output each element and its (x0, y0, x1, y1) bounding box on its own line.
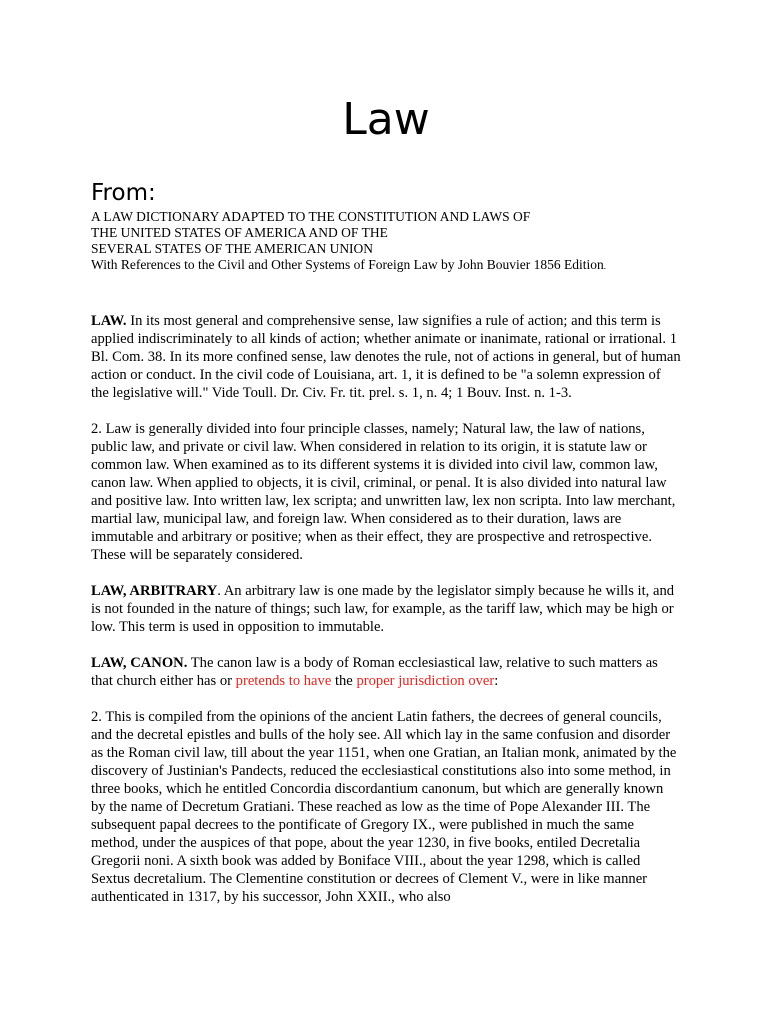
source-line-1: A LAW DICTIONARY ADAPTED TO THE CONSTITUTION AND LAWS OF (91, 209, 531, 224)
entry-term: LAW. (91, 313, 127, 329)
entry-text: : (494, 673, 499, 689)
from-heading: From: (91, 180, 156, 206)
entry-text: In its most general and comprehensive sense, law signifies a rule of action; and this term is applied indiscriminately to all kinds of action; whether animate or inanimate, rational or irrational. 1 Bl. Com. 38. In its more confined sense, law denotes the rule, not of actions in general, but of human action or conduct. In the civil code of Louisiana, art. 1, it is defined to be "a solemn expression of the legislative will." Vide Toull. Dr. Civ. Fr. tit. prel. s. 1, n. 4; 1 Bouv. Inst. n. 1-3. (91, 313, 681, 401)
entry-law (91, 312, 681, 402)
dictionary-entries (91, 312, 681, 924)
source-line-2: THE UNITED STATES OF AMERICA AND OF THE (91, 225, 388, 240)
highlighted-link[interactable]: proper jurisdiction over (356, 673, 495, 689)
entry-law-classes (91, 420, 681, 564)
entry-law-canon (91, 654, 681, 690)
source-citation (91, 209, 681, 274)
entry-text: the (331, 673, 357, 689)
source-reference-text: With References to the Civil and Other Systems of Foreign Law by John Bouvier 1856 Edition (91, 257, 604, 272)
entry-text: 2. Law is generally divided into four principle classes, namely; Natural law, the law of nations, public law, and private or civil law. When considered in relation to its origin, it is statute law or common law. When examined as to its different systems it is divided into civil law, common law, canon law. When applied to objects, it is civil, criminal, or penal. It is also divided into natural law and positive law. Into written law, lex scripta; and unwritten law, lex non scripta. Into law merchant, martial law, municipal law, and foreign law. When considered as to their duration, laws are immutable and arbitrary or positive; when as their effect, they are prospective and retrospective. These will be separately considered. (91, 421, 676, 563)
source-reference-period: . (603, 261, 606, 271)
entry-canon-compilation (91, 708, 681, 906)
entry-text: 2. This is compiled from the opinions of the ancient Latin fathers, the decrees of general councils, and the decretal epistles and bulls of the holy see. All which lay in the same confusion and disorder as the Roman civil law, till about the year 1151, when one Gratian, an Italian monk, animated by the discovery of Justinian's Pandects, reduced the ecclesiastical constitutions also into some method, in three books, which he entitled Concordia discordantium canonum, but which are generally known by the name of Decretum Gratiani. These reached as low as the time of Pope Alexander III. The subsequent papal decrees to the pontificate of Gregory IX., were published in much the same method, under the auspices of that pope, about the year 1230, in five books, entiled Decretalia Gregorii noni. A sixth book was added by Boniface VIII., about the year 1298, which is called Sextus decretalium. The Clementine constitution or decrees of Clement V., were in like manner authenticated in 1317, by his successor, John XXII., who also (91, 709, 677, 905)
entry-text: . An arbitrary law is one made by the legislator simply because he wills it, and is not founded in the nature of things; such law, for example, as the tariff law, which may be high or low. This term is used in opposition to immutable. (91, 583, 675, 635)
source-reference (91, 257, 681, 274)
entry-text: The canon law is a body of Roman ecclesiastical law, relative to such matters as that church either has or (91, 655, 658, 689)
highlighted-link[interactable]: pretends to have (235, 673, 332, 689)
entry-term: LAW, CANON. (91, 655, 188, 671)
entry-law-arbitrary (91, 582, 681, 636)
entry-term: LAW, ARBITRARY (91, 583, 218, 599)
source-line-3: SEVERAL STATES OF THE AMERICAN UNION (91, 241, 374, 256)
page-title: Law (342, 94, 430, 145)
